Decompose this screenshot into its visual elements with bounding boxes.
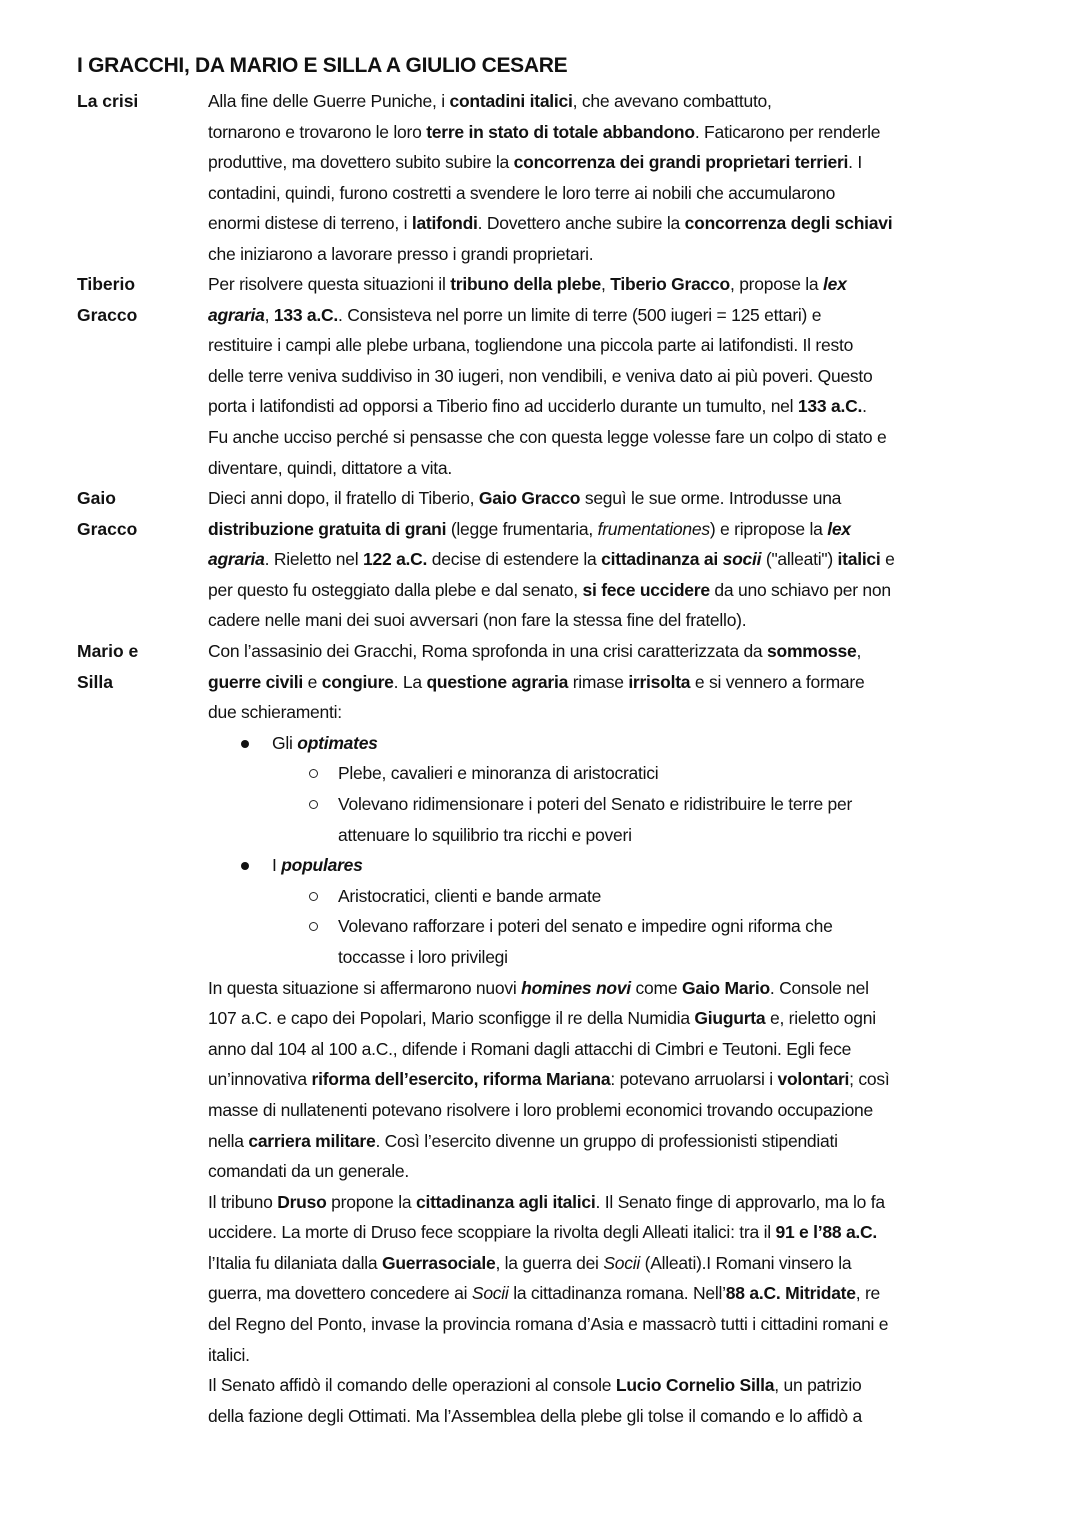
text-run: del Regno del Ponto, invase la provincia romana d’Asia e massacrò tutti i cittadini romani e — [208, 1314, 889, 1335]
text-run: latifondi — [411, 213, 478, 234]
paragraph-line — [208, 330, 1008, 361]
faction-name: populares — [281, 855, 363, 876]
section-body — [208, 269, 1008, 483]
text-run: , un patrizio — [774, 1375, 862, 1396]
bullet-prefix: Gli — [272, 732, 298, 753]
text-run: . Così l’esercito divenne un gruppo di professionisti stipendiati — [375, 1130, 838, 1151]
text-run: 107 a.C. e capo dei Popolari, Mario sconfigge il re della Numidia — [208, 1008, 695, 1029]
text-run: cittadinanza agli italici — [415, 1191, 596, 1212]
bullet-disc-icon — [241, 862, 249, 870]
text-run: uccidere. La morte di Druso fece scoppiare la rivolta degli Alleati italici: tra il — [208, 1222, 776, 1243]
sub-bullet-text: Volevano rafforzare i poteri del senato e impedire ogni riforma che — [338, 916, 833, 937]
text-run: (legge frumentaria, — [446, 518, 598, 539]
text-run: questione agraria — [426, 671, 569, 692]
text-run: , — [601, 274, 611, 294]
text-run: guerre civili — [208, 671, 303, 692]
text-run: tribuno della plebe — [450, 274, 602, 294]
text-run: come — [630, 977, 682, 998]
text-run: frumentationes — [597, 518, 710, 539]
paragraph-line — [208, 1003, 1008, 1034]
paragraph-line — [208, 575, 1008, 606]
section-body — [208, 86, 1008, 270]
paragraph-line — [208, 391, 1008, 422]
text-run: un’innovativa — [208, 1069, 312, 1090]
bullet-item-populares — [208, 850, 1008, 881]
sub-bullet-item — [208, 789, 1008, 820]
text-run: Alla fine delle Guerre Puniche, i — [208, 91, 450, 111]
text-run: . Rieletto nel — [264, 549, 364, 570]
section-label-line: La crisi — [77, 91, 139, 111]
bullet-circle-icon — [309, 800, 318, 809]
text-run: porta i latifondisti ad opporsi a Tiberio fino ad ucciderlo durante un tumulto, nel — [208, 396, 798, 417]
paragraph-line — [208, 208, 1008, 239]
sub-bullet-item — [208, 820, 1008, 851]
text-run: lex — [827, 518, 851, 539]
bullet-circle-icon — [309, 922, 318, 931]
text-run: ; così — [849, 1069, 890, 1090]
text-run: . Il Senato finge di approvarlo, ma lo fa — [595, 1191, 885, 1212]
text-run: produttive, ma dovettero subito subire la — [208, 152, 514, 173]
paragraph-line — [208, 1095, 1008, 1126]
faction-name: optimates — [297, 732, 378, 753]
text-run: agraria — [208, 549, 265, 570]
text-run: distribuzione gratuita di grani — [208, 518, 447, 539]
paragraph-line — [208, 178, 1008, 209]
text-run: 133 a.C. — [797, 396, 863, 417]
sub-bullet-item — [208, 758, 1008, 789]
text-run: propone la — [326, 1191, 416, 1212]
paragraph-line — [208, 1401, 1008, 1432]
text-run: Guerrasociale — [381, 1252, 496, 1273]
paragraph-line — [208, 1156, 1008, 1187]
paragraph-line — [208, 544, 1008, 575]
section-body — [208, 636, 1008, 1431]
paragraph-line — [208, 1064, 1008, 1095]
section-label — [77, 636, 187, 697]
text-run: tornarono e trovarono le loro — [208, 121, 427, 142]
paragraph-line — [208, 1370, 1008, 1401]
paragraph-line — [208, 1248, 1008, 1279]
text-run: e — [880, 549, 895, 570]
text-run: Lucio Cornelio Silla — [615, 1375, 775, 1396]
text-run: enormi distese di terreno, i — [208, 213, 412, 234]
section-label-line: Gracco — [77, 518, 138, 539]
paragraph-line — [208, 483, 1008, 514]
paragraph-line — [208, 605, 1008, 636]
text-run: comandati da un generale. — [208, 1161, 409, 1182]
text-run: volontari — [777, 1069, 850, 1090]
paragraph-line — [208, 636, 1008, 667]
sub-bullet-text: Aristocratici, clienti e bande armate — [338, 885, 602, 906]
text-run: . — [862, 396, 867, 417]
text-run: masse di nullatenenti potevano risolvere i loro problemi economici trovando occupazione — [208, 1099, 874, 1120]
bullet-item-optimates — [208, 728, 1008, 759]
text-run: . La — [393, 671, 427, 692]
text-run: carriera militare — [248, 1130, 376, 1151]
text-run: (Alleati).I Romani vinsero la — [640, 1252, 852, 1273]
page-title: I GRACCHI, DA MARIO E SILLA A GIULIO CESARE — [77, 54, 568, 77]
bullet-circle-icon — [309, 892, 318, 901]
paragraph-line — [208, 697, 1008, 728]
text-run: l’Italia fu dilaniata dalla — [208, 1252, 382, 1273]
sub-bullet-text: Plebe, cavalieri e minoranza di aristocratici — [338, 763, 659, 784]
text-run: italici — [837, 549, 881, 570]
text-run: e si vennero a formare — [690, 671, 865, 692]
text-run: contadini italici — [449, 91, 573, 111]
section-label-line: Silla — [77, 671, 113, 692]
section-body — [208, 483, 1008, 636]
bullet-circle-icon — [309, 769, 318, 778]
text-run: Gaio Gracco — [478, 488, 581, 508]
paragraph-line — [208, 86, 1008, 117]
text-run: socii — [722, 549, 762, 570]
text-run: decise di estendere la — [427, 549, 602, 570]
text-run: , — [856, 641, 862, 661]
text-run: restituire i campi alle plebe urbana, togliendone una piccola parte ai latifondisti. Il resto — [208, 335, 854, 356]
text-run: Giugurta — [694, 1008, 766, 1029]
text-run: e — [303, 671, 322, 692]
text-run: Il Senato affidò il comando delle operazioni al console — [208, 1375, 616, 1396]
text-run: 122 a.C. — [363, 549, 428, 570]
text-run: cadere nelle mani dei suoi avversari (non fare la stessa fine del fratello). — [208, 610, 747, 631]
paragraph-line — [208, 1340, 1008, 1371]
paragraph-line — [208, 1278, 1008, 1309]
text-run: congiure — [321, 671, 394, 692]
text-run: Il tribuno — [208, 1191, 278, 1212]
text-run: agraria — [208, 304, 265, 325]
section-label-line: Gracco — [77, 304, 138, 325]
text-run: Dieci anni dopo, il fratello di Tiberio, — [208, 488, 479, 508]
sub-bullet-text: toccasse i loro privilegi — [338, 946, 508, 967]
paragraph-line — [208, 147, 1008, 178]
section-label — [77, 86, 187, 117]
text-run: italici. — [208, 1344, 250, 1365]
sub-bullet-item — [208, 911, 1008, 942]
text-run: per questo fu osteggiato dalla plebe e dal senato, — [208, 579, 583, 600]
text-run: . Consisteva nel porre un limite di terre (500 iugeri = 125 ettari) e — [338, 304, 822, 325]
text-run: Gaio Mario — [681, 977, 770, 998]
text-run: 91 e l’88 a.C. — [775, 1222, 878, 1243]
sub-bullet-text: attenuare lo squilibrio tra ricchi e poveri — [338, 824, 632, 845]
text-run: contadini, quindi, furono costretti a svendere le loro terre ai nobili che accumularono — [208, 182, 836, 203]
paragraph-line — [208, 514, 1008, 545]
text-run: . Console nel — [769, 977, 869, 998]
paragraph-line — [208, 1309, 1008, 1340]
text-run: Fu anche ucciso perché si pensasse che con questa legge volesse fare un colpo di stato e — [208, 426, 887, 447]
paragraph-line — [208, 239, 1008, 270]
section-label — [77, 483, 187, 544]
bullet-prefix: I — [272, 855, 282, 876]
text-run: Druso — [277, 1191, 327, 1212]
text-run: . I — [848, 152, 862, 173]
paragraph-line — [208, 1034, 1008, 1065]
paragraph-line — [208, 667, 1008, 698]
text-run: nella — [208, 1130, 249, 1151]
text-run: e, rieletto ogni — [765, 1008, 876, 1029]
text-run: diventare, quindi, dittatore a vita. — [208, 457, 452, 478]
text-run: . Dovettero anche subire la — [477, 213, 685, 234]
paragraph-line — [208, 300, 1008, 331]
paragraph-line — [208, 453, 1008, 484]
paragraph-line — [208, 422, 1008, 453]
paragraph-line — [208, 1126, 1008, 1157]
paragraph-line — [208, 973, 1008, 1004]
text-run: delle terre veniva suddiviso in 30 iugeri, non vendibili, e veniva dato ai più poveri. Questo — [208, 365, 873, 386]
text-run: Per risolvere questa situazioni il — [208, 274, 451, 294]
text-run: terre in stato di totale abbandono — [426, 121, 695, 142]
text-run: Socii — [471, 1283, 509, 1304]
text-run: ) e ripropose la — [709, 518, 828, 539]
text-run: , che avevano combattuto, — [572, 91, 772, 111]
text-run: della fazione degli Ottimati. Ma l’Assemblea della plebe gli tolse il comando e lo affidò a — [208, 1405, 862, 1426]
text-run: 133 a.C. — [273, 304, 339, 325]
text-run: anno dal 104 al 100 a.C., difende i Romani dagli attacchi di Cimbri e Teutoni. Egli fece — [208, 1038, 852, 1059]
text-run: , re — [855, 1283, 881, 1304]
section-label-line: Mario e — [77, 641, 139, 661]
section-label-line: Gaio — [77, 488, 116, 508]
text-run: si fece uccidere — [582, 579, 710, 600]
section-label — [77, 269, 187, 330]
text-run: che iniziarono a lavorare presso i grandi proprietari. — [208, 243, 594, 264]
text-run: irrisolta — [628, 671, 691, 692]
paragraph-line — [208, 361, 1008, 392]
text-run: . Faticarono per renderle — [694, 121, 881, 142]
sub-bullet-text: Volevano ridimensionare i poteri del Senato e ridistribuire le terre per — [338, 793, 853, 814]
text-run: Con l’assasinio dei Gracchi, Roma sprofonda in una crisi caratterizzata da — [208, 641, 768, 661]
text-run: ("alleati") — [761, 549, 838, 570]
text-run: cittadinanza ai — [601, 549, 723, 570]
text-run: riforma dell’esercito, riforma Mariana — [311, 1069, 611, 1090]
text-run: , la guerra dei — [495, 1252, 604, 1273]
text-run: : potevano arruolarsi i — [610, 1069, 778, 1090]
text-run: , — [264, 304, 274, 325]
text-run: concorrenza degli schiavi — [684, 213, 893, 234]
sub-bullet-item — [208, 881, 1008, 912]
text-run: da uno schiavo per non — [709, 579, 891, 600]
paragraph-line — [208, 269, 1008, 300]
text-run: Tiberio Gracco — [610, 274, 730, 294]
text-run: In questa situazione si affermarono nuovi — [208, 977, 522, 998]
text-run: homines novi — [521, 977, 631, 998]
text-run: , propose la — [729, 274, 824, 294]
text-run: due schieramenti: — [208, 702, 342, 723]
text-run: guerra, ma dovettero concedere ai — [208, 1283, 472, 1304]
text-run: concorrenza dei grandi proprietari terrieri — [513, 152, 849, 173]
text-run: seguì le sue orme. Introdusse una — [580, 488, 842, 508]
sub-bullet-item — [208, 942, 1008, 973]
text-run: lex — [823, 274, 847, 294]
text-run: la cittadinanza romana. Nell’ — [508, 1283, 726, 1304]
section-label-line: Tiberio — [77, 274, 136, 294]
text-run: 88 a.C. Mitridate — [725, 1283, 856, 1304]
paragraph-line — [208, 117, 1008, 148]
text-run: rimase — [568, 671, 629, 692]
bullet-disc-icon — [241, 740, 249, 748]
paragraph-line — [208, 1187, 1008, 1218]
paragraph-line — [208, 1217, 1008, 1248]
text-run: sommosse — [767, 641, 857, 661]
text-run: Socii — [603, 1252, 640, 1273]
